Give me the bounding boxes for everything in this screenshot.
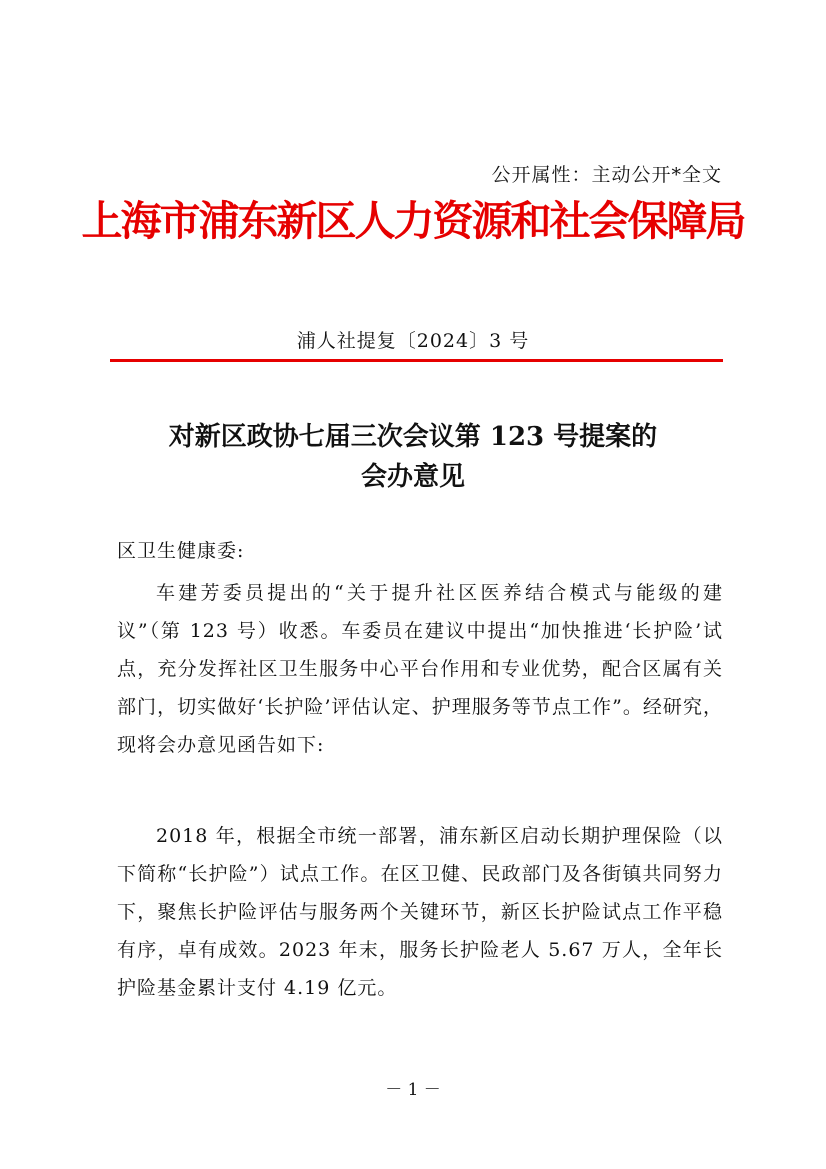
header-red-divider bbox=[110, 359, 723, 362]
agency-title: 上海市浦东新区人力资源和社会保障局 bbox=[81, 197, 745, 245]
document-title-line-2: 会办意见 bbox=[360, 462, 465, 492]
salutation: 区卫生健康委: bbox=[117, 540, 245, 562]
document-number: 浦人社提复〔2024〕3 号 bbox=[296, 330, 530, 352]
disclosure-attribute: 公开属性：主动公开*全文 bbox=[491, 164, 722, 186]
document-title-line-1: 对新区政协七届三次会议第 123 号提案的 bbox=[168, 422, 658, 452]
page-number: － 1 － bbox=[385, 1080, 441, 1100]
body-paragraph-2: 2018 年，根据全市统一部署，浦东新区启动长期护理保险（以下简称“长护险”）试点工作。在区卫健、民政部门及各街镇共同努力下，聚焦长护险评估与服务两个关键环节，新区长护险试点工作平稳有序，卓有成效。2023 年末，服务长护险老人 5.67 万人，全年长护险基金累计支付 4.19 亿元。 bbox=[117, 825, 723, 999]
body-paragraph-1: 车建芳委员提出的“关于提升社区医养结合模式与能级的建议”（第 123 号）收悉。车委员在建议中提出“加快推进‘长护险’试点，充分发挥社区卫生服务中心平台作用和专业优势，配合区属有关部门，切实做好‘长护险’评估认定、护理服务等节点工作”。经研究，现将会办意见函告如下: bbox=[117, 582, 723, 756]
